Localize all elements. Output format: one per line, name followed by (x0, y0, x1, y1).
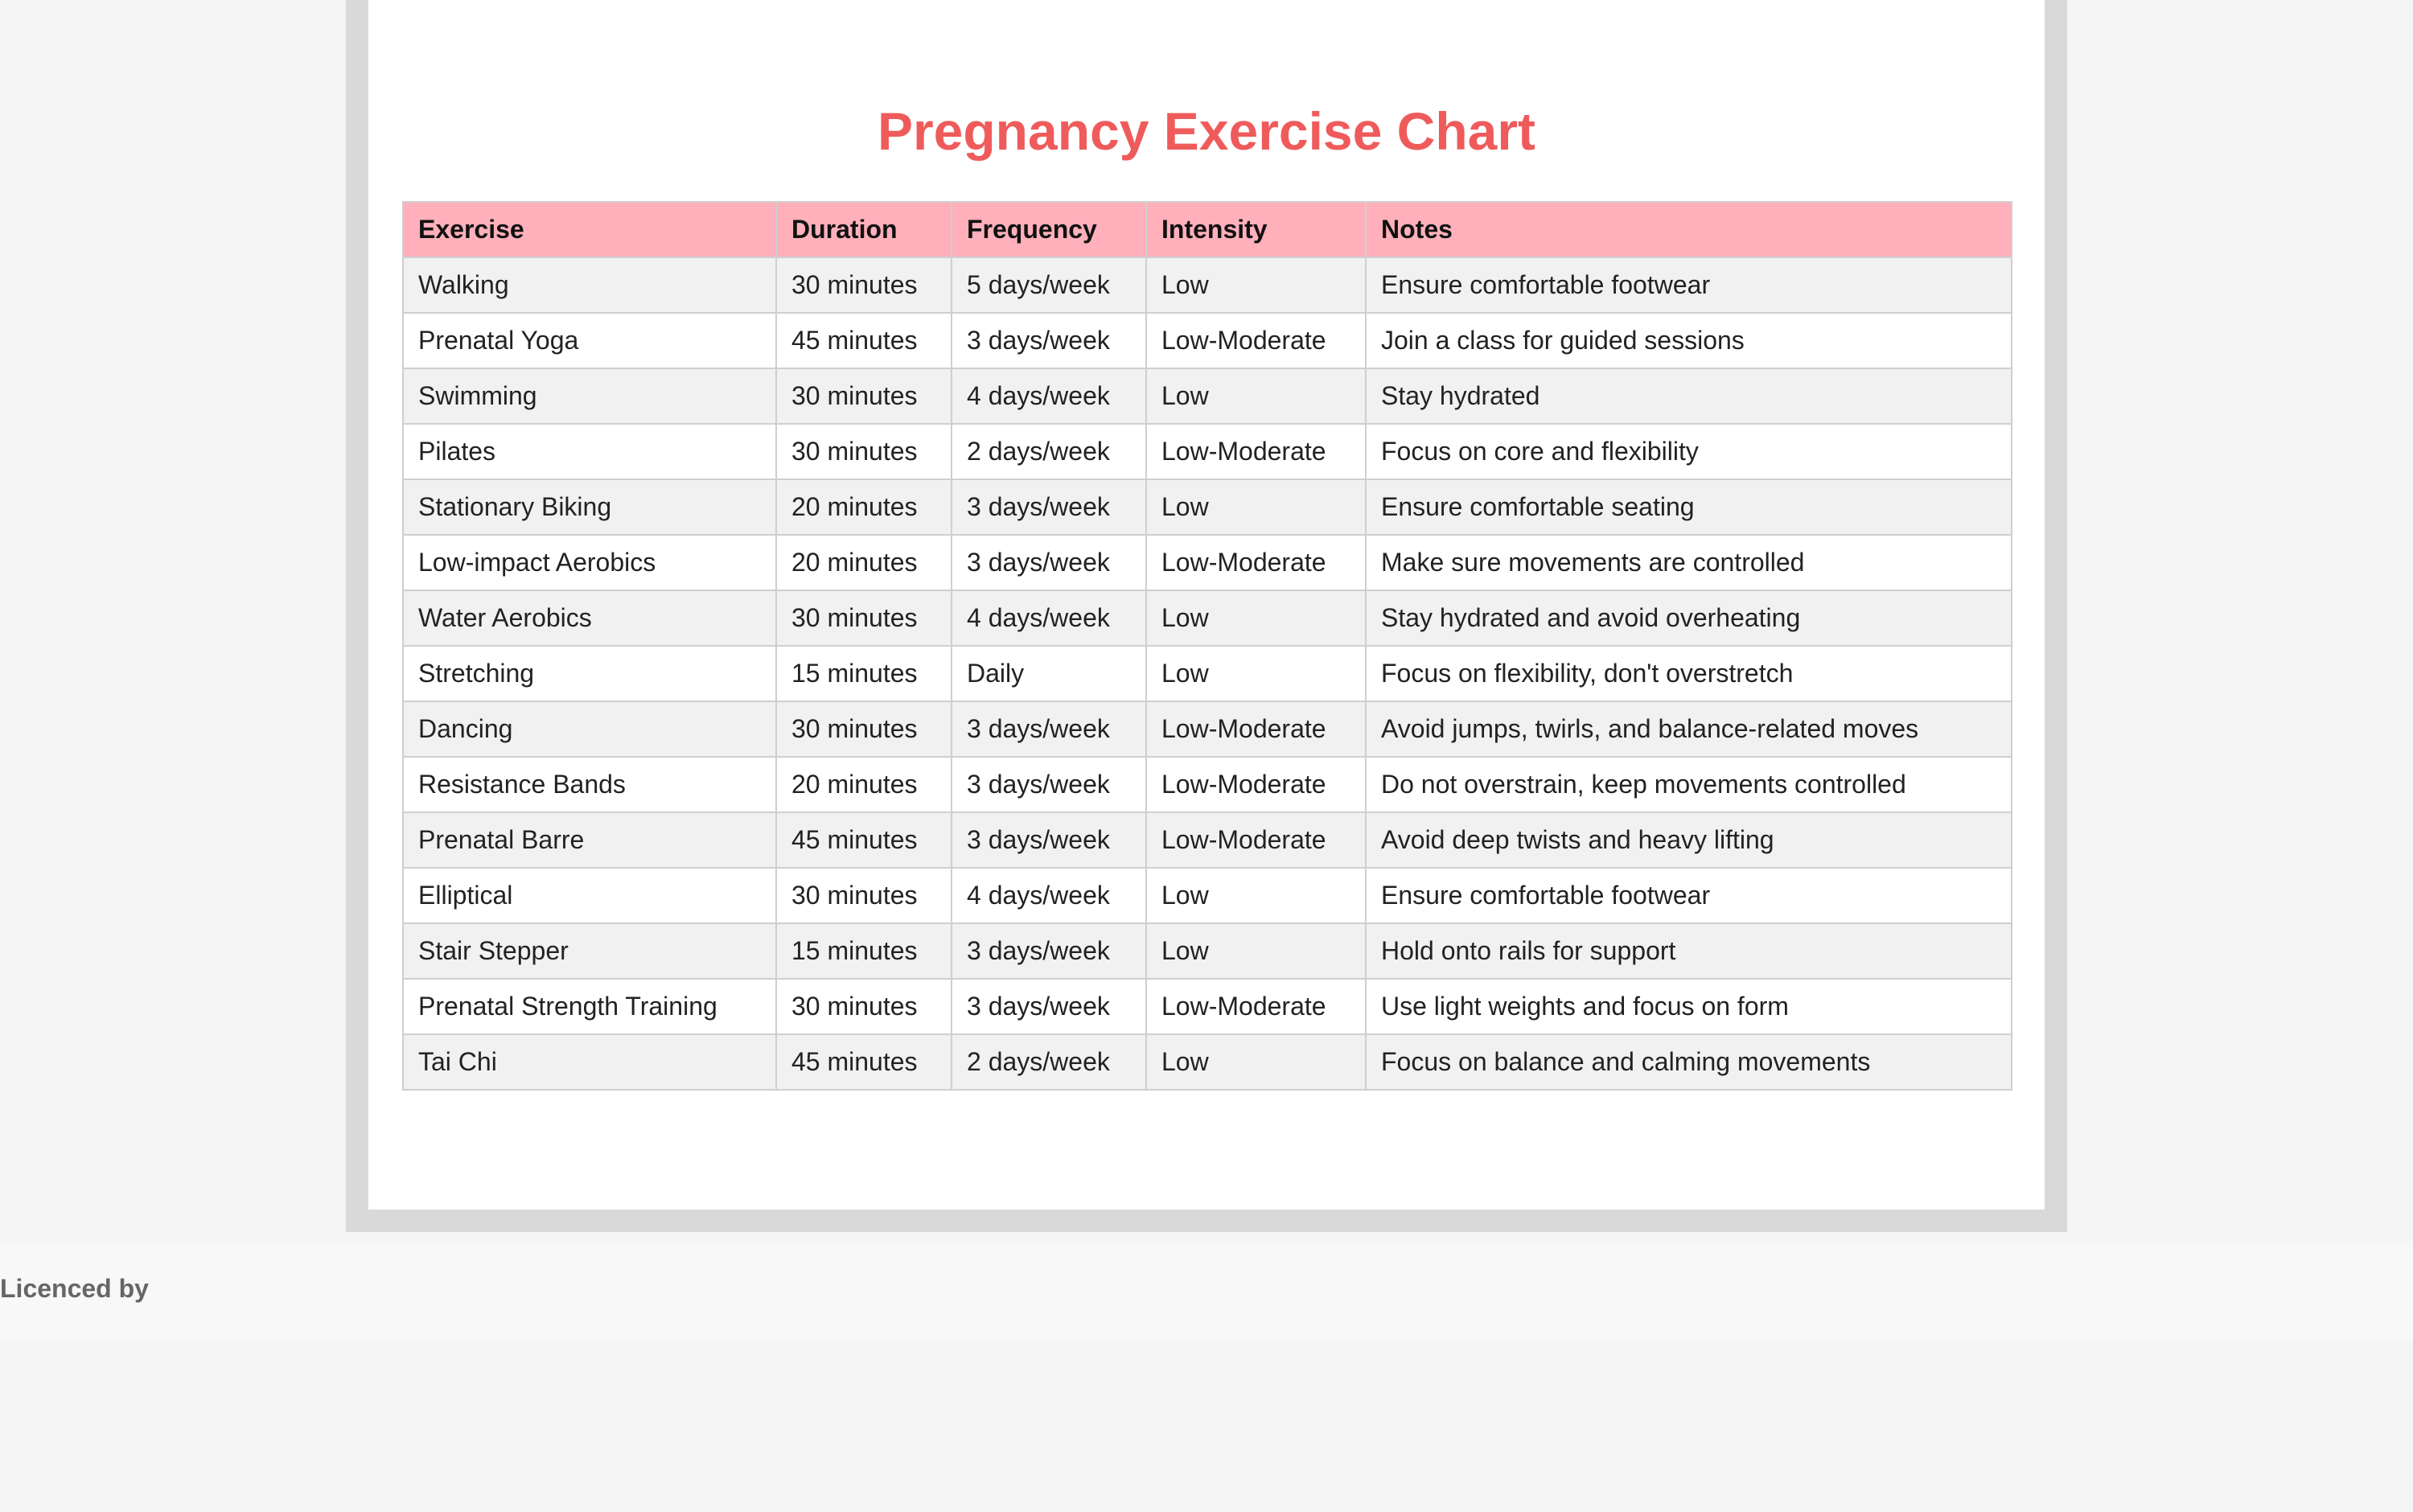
cell-intensity: Low (1146, 368, 1366, 424)
cell-frequency: 3 days/week (952, 535, 1146, 590)
cell-duration: 45 minutes (776, 313, 952, 368)
table-row (403, 701, 2012, 757)
cell-exercise: Water Aerobics (403, 590, 776, 646)
cell-duration: 30 minutes (776, 424, 952, 479)
cell-exercise: Tai Chi (403, 1034, 776, 1090)
document-frame (346, 0, 2067, 1232)
cell-intensity: Low-Moderate (1146, 979, 1366, 1034)
cell-intensity: Low-Moderate (1146, 701, 1366, 757)
cell-duration: 30 minutes (776, 979, 952, 1034)
cell-frequency: 2 days/week (952, 424, 1146, 479)
cell-frequency: 3 days/week (952, 701, 1146, 757)
cell-notes: Ensure comfortable footwear (1366, 868, 2012, 923)
cell-intensity: Low (1146, 868, 1366, 923)
cell-frequency: 4 days/week (952, 368, 1146, 424)
table-row (403, 812, 2012, 868)
cell-frequency: 4 days/week (952, 590, 1146, 646)
cell-intensity: Low-Moderate (1146, 812, 1366, 868)
cell-duration: 45 minutes (776, 812, 952, 868)
cell-duration: 15 minutes (776, 923, 952, 979)
table-row (403, 757, 2012, 812)
cell-duration: 15 minutes (776, 646, 952, 701)
cell-exercise: Elliptical (403, 868, 776, 923)
header-exercise: Exercise (403, 202, 776, 257)
cell-intensity: Low (1146, 257, 1366, 313)
cell-notes: Hold onto rails for support (1366, 923, 2012, 979)
licence-text: Licenced by (0, 1274, 149, 1303)
table-row (403, 479, 2012, 535)
cell-exercise: Dancing (403, 701, 776, 757)
cell-notes: Focus on core and flexibility (1366, 424, 2012, 479)
cell-duration: 20 minutes (776, 757, 952, 812)
table-row (403, 368, 2012, 424)
cell-notes: Focus on balance and calming movements (1366, 1034, 2012, 1090)
cell-intensity: Low-Moderate (1146, 313, 1366, 368)
cell-notes: Stay hydrated (1366, 368, 2012, 424)
cell-intensity: Low (1146, 646, 1366, 701)
table-row (403, 424, 2012, 479)
table-row (403, 1034, 2012, 1090)
page-title: Pregnancy Exercise Chart (877, 101, 1536, 161)
cell-notes: Do not overstrain, keep movements controlled (1366, 757, 2012, 812)
table-row (403, 868, 2012, 923)
cell-duration: 20 minutes (776, 535, 952, 590)
cell-duration: 45 minutes (776, 1034, 952, 1090)
cell-frequency: 3 days/week (952, 812, 1146, 868)
table-row (403, 535, 2012, 590)
cell-exercise: Prenatal Yoga (403, 313, 776, 368)
table-header-row (403, 202, 2012, 257)
cell-duration: 20 minutes (776, 479, 952, 535)
exercise-table (402, 201, 2012, 1091)
cell-duration: 30 minutes (776, 868, 952, 923)
cell-notes: Ensure comfortable footwear (1366, 257, 2012, 313)
cell-exercise: Walking (403, 257, 776, 313)
cell-exercise: Stretching (403, 646, 776, 701)
cell-intensity: Low (1146, 479, 1366, 535)
cell-notes: Join a class for guided sessions (1366, 313, 2012, 368)
table-row (403, 590, 2012, 646)
cell-exercise: Stationary Biking (403, 479, 776, 535)
header-notes: Notes (1366, 202, 2012, 257)
cell-frequency: 3 days/week (952, 479, 1146, 535)
cell-intensity: Low-Moderate (1146, 535, 1366, 590)
cell-frequency: 5 days/week (952, 257, 1146, 313)
cell-intensity: Low-Moderate (1146, 757, 1366, 812)
cell-frequency: Daily (952, 646, 1146, 701)
table-row (403, 923, 2012, 979)
document-card (368, 0, 2045, 1210)
cell-frequency: 3 days/week (952, 979, 1146, 1034)
cell-duration: 30 minutes (776, 368, 952, 424)
cell-intensity: Low (1146, 1034, 1366, 1090)
cell-exercise: Low-impact Aerobics (403, 535, 776, 590)
cell-duration: 30 minutes (776, 701, 952, 757)
cell-frequency: 2 days/week (952, 1034, 1146, 1090)
cell-notes: Avoid deep twists and heavy lifting (1366, 812, 2012, 868)
header-frequency: Frequency (952, 202, 1146, 257)
cell-intensity: Low-Moderate (1146, 424, 1366, 479)
cell-exercise: Resistance Bands (403, 757, 776, 812)
cell-exercise: Prenatal Strength Training (403, 979, 776, 1034)
cell-exercise: Stair Stepper (403, 923, 776, 979)
cell-notes: Stay hydrated and avoid overheating (1366, 590, 2012, 646)
table-row (403, 313, 2012, 368)
cell-frequency: 3 days/week (952, 923, 1146, 979)
table-row (403, 646, 2012, 701)
cell-exercise: Pilates (403, 424, 776, 479)
cell-intensity: Low (1146, 923, 1366, 979)
cell-frequency: 3 days/week (952, 313, 1146, 368)
cell-duration: 30 minutes (776, 257, 952, 313)
header-intensity: Intensity (1146, 202, 1366, 257)
cell-notes: Make sure movements are controlled (1366, 535, 2012, 590)
cell-notes: Avoid jumps, twirls, and balance-related moves (1366, 701, 2012, 757)
footer (0, 1242, 2413, 1340)
cell-notes: Use light weights and focus on form (1366, 979, 2012, 1034)
cell-duration: 30 minutes (776, 590, 952, 646)
cell-notes: Focus on flexibility, don't overstretch (1366, 646, 2012, 701)
cell-frequency: 3 days/week (952, 757, 1146, 812)
cell-notes: Ensure comfortable seating (1366, 479, 2012, 535)
table-row (403, 257, 2012, 313)
cell-exercise: Swimming (403, 368, 776, 424)
cell-intensity: Low (1146, 590, 1366, 646)
cell-exercise: Prenatal Barre (403, 812, 776, 868)
cell-frequency: 4 days/week (952, 868, 1146, 923)
table-row (403, 979, 2012, 1034)
header-duration: Duration (776, 202, 952, 257)
